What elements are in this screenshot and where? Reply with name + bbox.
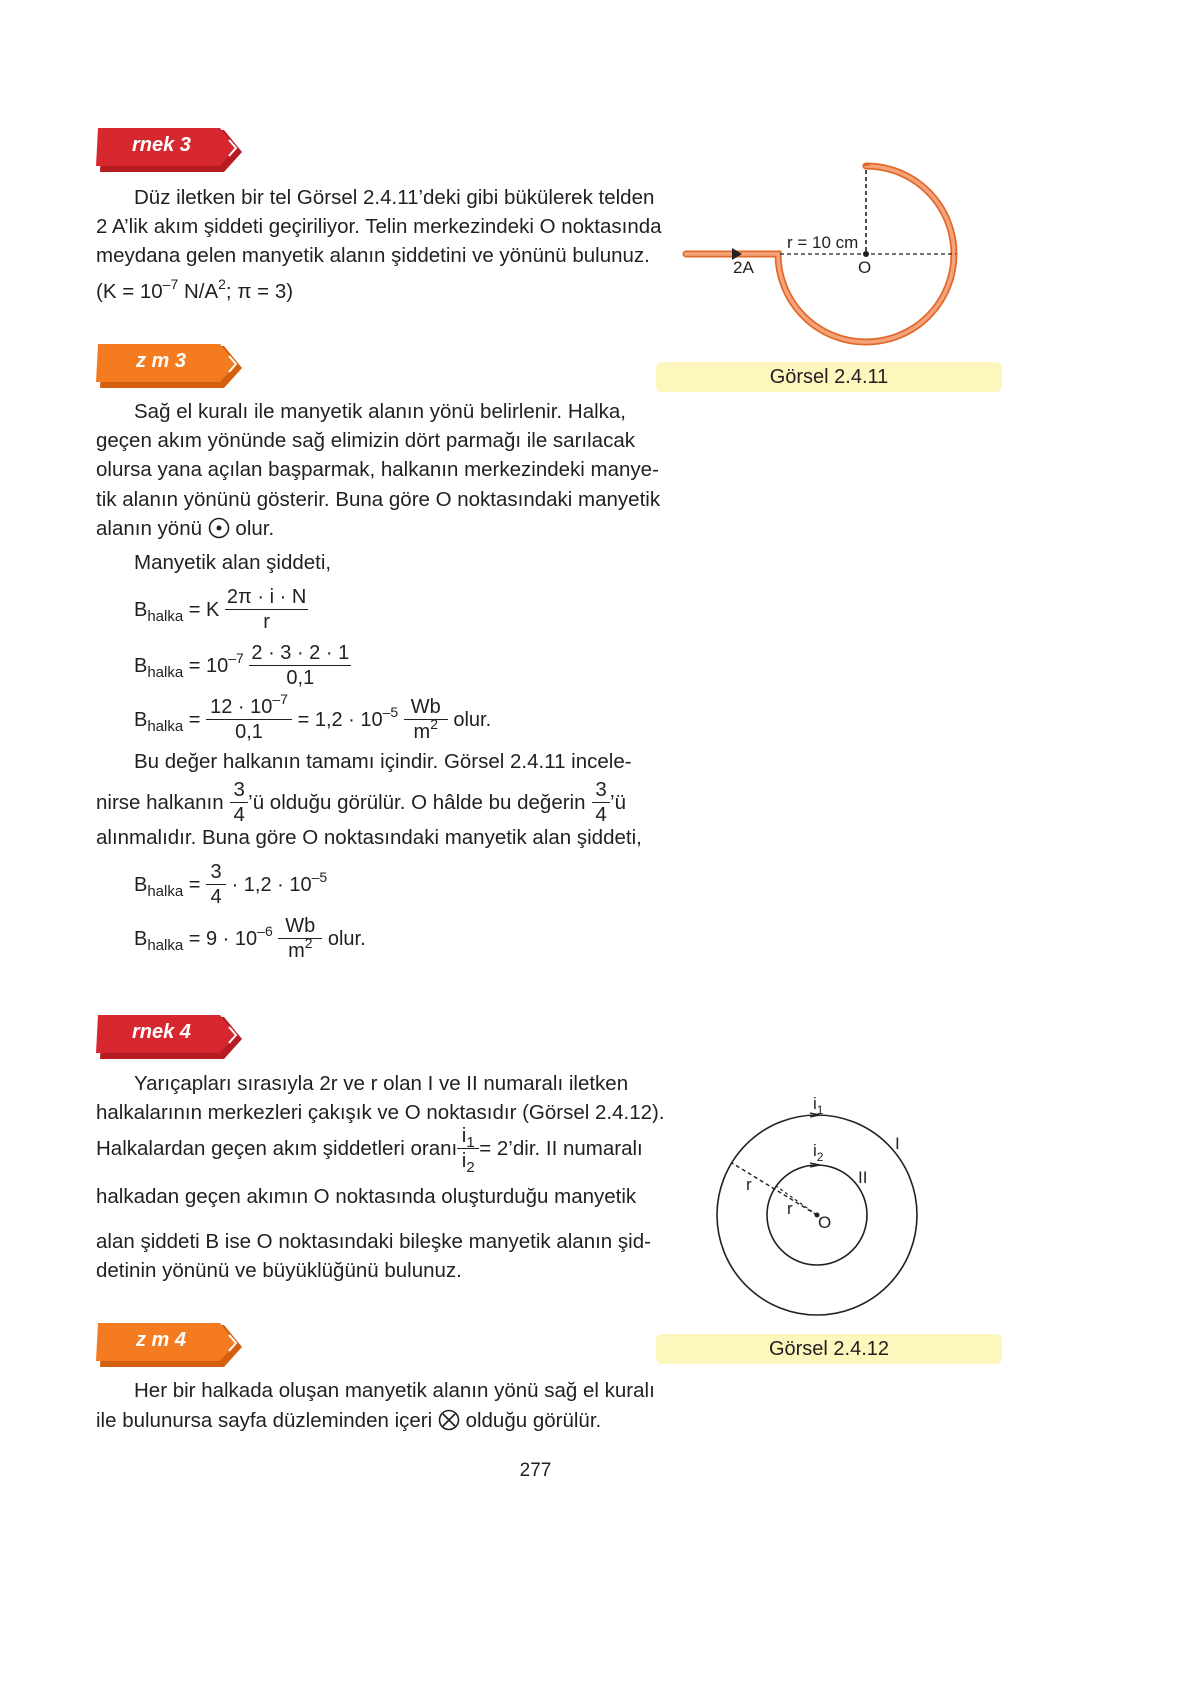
example-4-line-3: Halkalardan geçen akım şiddetleri oranı $\frac{i_1}{i_2}$ = 2’dir. II numaralı xyxy=(96,1124,643,1176)
label-i2: $i_2$ xyxy=(813,1141,824,1164)
solution-3-line-5: alanın yönü olur. xyxy=(96,517,275,540)
example-4-badge xyxy=(96,1013,256,1065)
example-3-line-1: Düz iletken bir tel Görsel 2.4.11’deki gibi bükülerek telden xyxy=(134,186,655,209)
solution-3-line-2: geçen akım yönünde sağ elimizin dört parmağı ile sarılacak xyxy=(96,429,635,452)
solution-3-badge xyxy=(96,342,256,394)
label-ring-I: I xyxy=(895,1134,900,1153)
example-4-line-4: halkadan geçen akımın O noktasında oluşturduğu manyetik xyxy=(96,1185,637,1208)
center-label: O xyxy=(858,258,872,277)
example-3-badge xyxy=(96,126,256,178)
solution-3-line-1: Sağ el kuralı ile manyetik alanın yönü belirlenir. Halka, xyxy=(134,400,626,423)
quarter-line-1: Bu değer halkanın tamamı içindir. Görsel 2.4.11 incele- xyxy=(134,750,632,773)
current-label: 2A xyxy=(733,258,754,277)
label-ring-II: II xyxy=(858,1168,868,1187)
example-3-given: ($K = 10^{-7}$ $N/A^2$; π = 3) xyxy=(96,276,294,303)
solution-4-label: z m 4 xyxy=(136,1329,187,1351)
example-4-line-6: detinin yönünü ve büyüklüğünü bulunuz. xyxy=(96,1259,462,1282)
example-4-line-1: Yarıçapları sırasıyla 2r ve r olan I ve II numaralı iletken xyxy=(134,1072,629,1095)
example-3-label: rnek 3 xyxy=(132,134,191,156)
quarter-line-2: nirse halkanın $\frac{3}{4}$ ’ü olduğu görülür. O hâlde bu değerin $\frac{3}{4}$ ’ü xyxy=(96,778,626,826)
equation-4: $B_{halka}$ = $\frac{3}{4}$ · $1,2 \cdot 10^{-5}$ xyxy=(134,861,328,908)
into-page-cross-icon xyxy=(438,1409,460,1431)
solution-3-line-4: tik alanın yönünü gösterir. Buna göre O noktasındaki manyetik xyxy=(96,488,661,511)
label-o: O xyxy=(818,1213,832,1232)
label-i1: $i_1$ xyxy=(813,1094,824,1117)
label-r-inner: r xyxy=(787,1199,793,1218)
example-4-line-5: alan şiddeti B ise O noktasındaki bileşke manyetik alanın şid- xyxy=(96,1230,651,1253)
example-4-label: rnek 4 xyxy=(132,1021,191,1043)
inner-radius-line xyxy=(776,1186,817,1215)
out-of-page-dot-icon xyxy=(208,517,230,539)
label-r-outer: r xyxy=(746,1175,752,1194)
solution-4-badge xyxy=(96,1321,256,1373)
equation-1: $B_{halka} = K$ $\frac{2\pi \cdot i \cdot N}{r}$ xyxy=(134,586,307,633)
quarter-line-3: alınmalıdır. Buna göre O noktasındaki manyetik alan şiddeti, xyxy=(96,826,642,849)
figure-caption-2-4-12: Görsel 2.4.12 xyxy=(656,1334,1002,1364)
figure-bent-wire-diagram xyxy=(680,150,980,360)
outer-radius-line xyxy=(732,1163,817,1215)
equation-3: $B_{halka}$ = $\frac{12 \cdot 10^{-7}}{0,1}$ = $1,2 \cdot 10^{-5}$ $\frac{Wb}{m^2}$ olur. xyxy=(134,691,492,743)
solution-4-line-1: Her bir halkada oluşan manyetik alanın yönü sağ el kuralı xyxy=(134,1379,655,1402)
page-number: 277 xyxy=(519,1460,552,1481)
field-intro: Manyetik alan şiddeti, xyxy=(134,551,332,574)
equation-5: $B_{halka} = 9 \cdot 10^{-6}$ $\frac{Wb}{m^2}$ olur. xyxy=(134,915,366,962)
example-3-line-3: meydana gelen manyetik alanın şiddetini ve yönünü bulunuz. xyxy=(96,244,650,267)
figure-caption-2-4-11: Görsel 2.4.11 xyxy=(656,362,1002,392)
radius-label: r = 10 cm xyxy=(787,233,859,252)
solution-4-line-2: ile bulunursa sayfa düzleminden içeri olduğu görülür. xyxy=(96,1409,602,1432)
solution-3-line-3: olursa yana açılan başparmak, halkanın merkezindeki manye- xyxy=(96,458,659,481)
center-point xyxy=(863,251,869,257)
example-4-line-2: halkalarının merkezleri çakışık ve O noktasıdır (Görsel 2.4.12). xyxy=(96,1101,665,1124)
solution-3-label: z m 3 xyxy=(136,350,187,372)
equation-2: $B_{halka} = 10^{-7}$ $\frac{2 \cdot 3 \cdot 2 \cdot 1}{0,1}$ xyxy=(134,642,350,689)
example-3-line-2: 2 A’lik akım şiddeti geçiriliyor. Telin merkezindeki O noktasında xyxy=(96,215,662,238)
